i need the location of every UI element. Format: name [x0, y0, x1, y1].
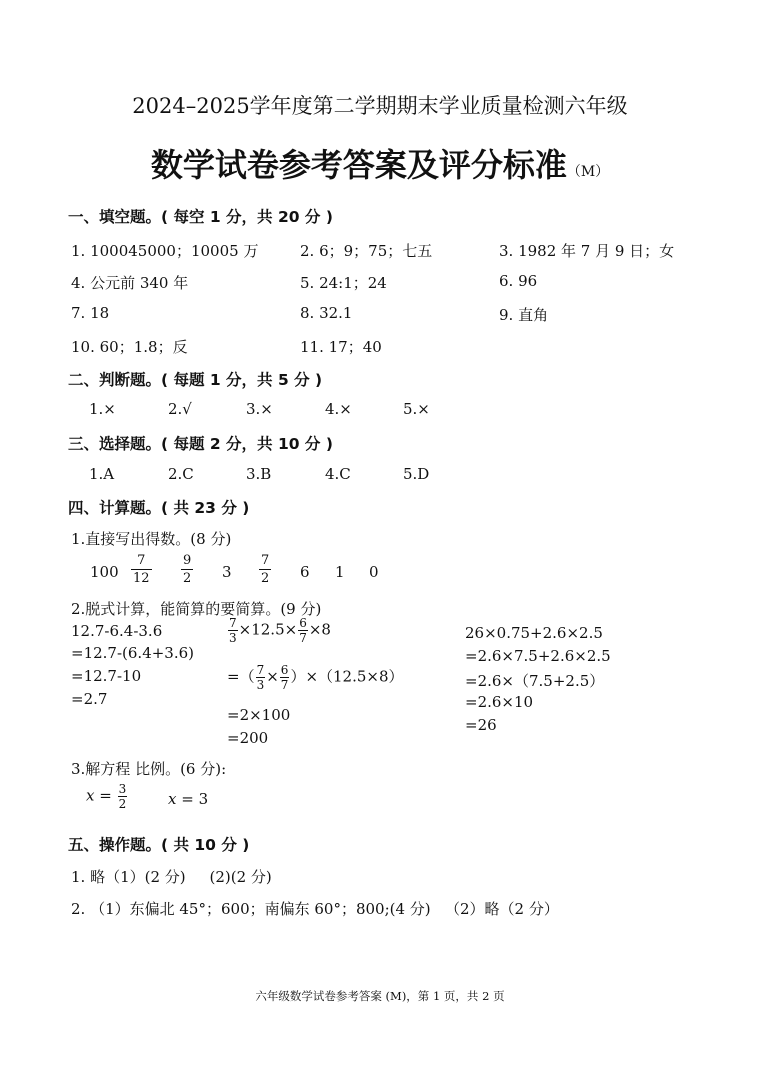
fraction-denominator: 3 — [229, 631, 237, 645]
expression-text: ×12.5× — [238, 620, 298, 639]
section-1-heading: 一、填空题。( 每空 1 分，共 20 分 ) — [68, 208, 333, 226]
page-title — [0, 140, 760, 186]
judge-answer-5: 5.× — [403, 400, 430, 418]
calc-col3-line-3: =2.6×（7.5+2.5） — [465, 672, 605, 690]
direct-answer-8: 0 — [369, 563, 379, 581]
fill-answer-6: 6. 96 — [499, 272, 538, 290]
fill-answer-8: 8. 32.1 — [300, 304, 353, 322]
fraction-numerator: 7 — [261, 553, 270, 568]
calc-col3-line-2: =2.6×7.5+2.6×2.5 — [465, 647, 611, 665]
variable-x: x — [168, 790, 177, 808]
calc-part-2-title: 2.脱式计算，能简算的要简算。(9 分) — [71, 600, 322, 618]
calc-col3-line-5: =26 — [465, 716, 497, 734]
judge-answer-1: 1.× — [89, 400, 116, 418]
fill-answer-10: 10. 60；1.8；反 — [71, 338, 188, 356]
direct-answer-3 — [181, 554, 193, 585]
fill-answer-3: 3. 1982 年 7 月 9 日；女 — [499, 242, 675, 260]
expression-text: × — [266, 667, 279, 686]
calc-col2-line-1 — [227, 617, 331, 644]
fraction-denominator: 12 — [133, 571, 150, 586]
direct-answer-7: 1 — [335, 563, 345, 581]
calc-col2-line-4: =200 — [227, 729, 269, 747]
fill-answer-5: 5. 24:1；24 — [300, 274, 387, 292]
direct-answers-row — [0, 552, 760, 592]
equation-value: = 3 — [176, 790, 209, 808]
calc-col1-line-3: =12.7-10 — [71, 667, 142, 685]
judge-answer-3: 3.× — [246, 400, 273, 418]
fraction — [298, 617, 308, 644]
judge-answer-2: 2.√ — [168, 400, 192, 418]
fraction-numerator: 7 — [137, 553, 146, 568]
fraction-denominator: 7 — [299, 631, 307, 645]
section-4-heading: 四、计算题。( 共 23 分 ) — [68, 499, 250, 517]
fraction-numerator: 7 — [229, 616, 237, 630]
fill-answer-4: 4. 公元前 340 年 — [71, 274, 189, 292]
fraction-denominator: 2 — [118, 797, 127, 811]
variable-x: x — [86, 786, 95, 805]
direct-answer-4: 3 — [222, 563, 232, 581]
calc-col1-line-2: =12.7-(6.4+3.6) — [71, 644, 195, 662]
calc-col2-line-2 — [227, 664, 404, 691]
fraction — [228, 617, 238, 644]
judge-answer-4: 4.× — [325, 400, 352, 418]
fill-answer-1: 1. 100045000；10005 万 — [71, 242, 259, 260]
fraction-numerator: 6 — [299, 616, 307, 630]
equation-answer-2 — [168, 790, 208, 808]
fraction-numerator: 9 — [183, 553, 192, 568]
direct-answer-5 — [259, 554, 271, 585]
choice-answer-1: 1.A — [89, 465, 115, 483]
fill-answer-9: 9. 直角 — [499, 306, 549, 324]
expression-text: ×8 — [308, 620, 331, 639]
fraction — [256, 664, 266, 691]
page-footer: 六年级数学试卷参考答案 (M)，第 1 页，共 2 页 — [255, 989, 505, 1003]
choice-answer-3: 3.B — [246, 465, 272, 483]
calc-col2-line-3: =2×100 — [227, 706, 291, 724]
fill-answer-11: 11. 17；40 — [300, 338, 382, 356]
calc-part-3-title: 3.解方程 比例。(6 分): — [71, 760, 227, 778]
equals-sign: = — [94, 786, 117, 805]
fill-answer-7: 7. 18 — [71, 304, 110, 322]
fraction-denominator: 2 — [261, 571, 270, 586]
fraction-denominator: 7 — [280, 678, 289, 692]
fraction-denominator: 2 — [183, 571, 192, 586]
operation-answer-1: 1. 略（1）(2 分) (2)(2 分) — [71, 868, 272, 886]
fraction-denominator: 3 — [256, 678, 265, 692]
direct-answer-1: 100 — [90, 563, 119, 581]
exam-subtitle: 2024–2025学年度第二学期期末学业质量检测六年级 — [132, 94, 628, 118]
fraction — [280, 664, 290, 691]
calc-col1-line-1: 12.7-6.4-3.6 — [71, 622, 163, 640]
equation-answer-1 — [86, 783, 128, 810]
direct-answer-2 — [131, 554, 152, 585]
title-text: 数学试卷参考答案及评分标准 — [150, 146, 567, 184]
calc-col3-line-1: 26×0.75+2.6×2.5 — [465, 624, 603, 642]
section-3-heading: 三、选择题。( 每题 2 分，共 10 分 ) — [68, 435, 333, 453]
expression-text: =（ — [227, 667, 255, 686]
calc-col1-line-4: =2.7 — [71, 690, 108, 708]
fill-answer-2: 2. 6；9；75；七五 — [300, 242, 433, 260]
fraction — [118, 783, 128, 810]
choice-answer-2: 2.C — [168, 465, 194, 483]
choice-answer-4: 4.C — [325, 465, 351, 483]
version-tag: （M） — [566, 164, 610, 180]
operation-answer-2: 2. （1）东偏北 45°；600；南偏东 60°；800;(4 分) （2）略（2 分） — [71, 900, 559, 918]
expression-text: ）×（12.5×8） — [290, 667, 404, 686]
section-2-heading: 二、判断题。( 每题 1 分，共 5 分 ) — [68, 371, 323, 389]
direct-answer-6: 6 — [300, 563, 310, 581]
fraction-numerator: 6 — [280, 663, 289, 677]
calc-part-1-title: 1.直接写出得数。(8 分) — [71, 530, 232, 548]
section-5-heading: 五、操作题。( 共 10 分 ) — [68, 836, 250, 854]
choice-answer-5: 5.D — [403, 465, 430, 483]
calc-col3-line-4: =2.6×10 — [465, 693, 534, 711]
fraction-numerator: 3 — [118, 782, 127, 796]
fraction-numerator: 7 — [256, 663, 265, 677]
